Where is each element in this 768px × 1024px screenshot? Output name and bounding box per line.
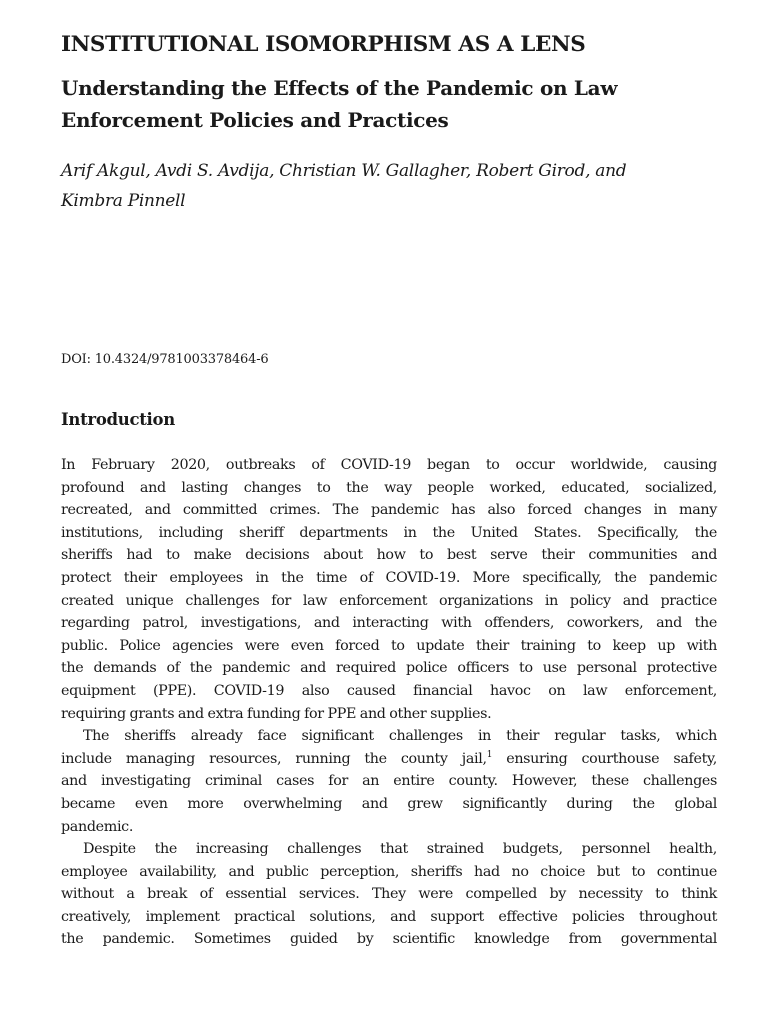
text-line: public. Police agencies were even forced to update their training to keep up with: [61, 637, 717, 654]
author-list: [61, 156, 717, 216]
author-line: Arif Akgul, Avdi S. Avdija, Christian W. Gallagher, Robert Girod, and: [61, 161, 627, 181]
footnote-marker[interactable]: 1: [486, 749, 493, 760]
text-line: The sheriffs already face significant challenges in their regular tasks, which: [83, 728, 717, 745]
section-heading: Introduction: [61, 410, 175, 429]
text-line: employee availability, and public perception, sheriffs had no choice but to continue: [61, 863, 717, 880]
text-line: became even more overwhelming and grew significantly during the global: [61, 795, 717, 812]
text-line: institutions, including sheriff departments in the United States. Specifically, the: [61, 524, 717, 541]
subtitle-line: Enforcement Policies and Practices: [61, 108, 449, 132]
text-line: created unique challenges for law enforcement organizations in policy and practice: [61, 592, 717, 609]
text-line: the demands of the pandemic and required police officers to use personal protective: [61, 660, 717, 677]
page: [61, 30, 717, 948]
paragraph: [61, 725, 717, 838]
chapter-subtitle: [61, 72, 717, 136]
author-line: Kimbra Pinnell: [61, 191, 186, 211]
text-line: Despite the increasing challenges that strained budgets, personnel health,: [83, 841, 717, 858]
chapter-title: INSTITUTIONAL ISOMORPHISM AS A LENS: [61, 32, 586, 57]
paragraph: [61, 454, 717, 725]
text-line: creatively, implement practical solutions, and support effective policies throughout: [61, 908, 717, 925]
paragraph: [61, 838, 717, 951]
text-line: protect their employees in the time of COVID-19. More specifically, the pandemic: [61, 569, 717, 586]
text-line: without a break of essential services. They were compelled by necessity to think: [61, 886, 717, 903]
text-fragment: include managing resources, running the county jail,: [61, 750, 487, 767]
text-line: the pandemic. Sometimes guided by scientific knowledge from governmental: [61, 931, 717, 948]
text-line: equipment (PPE). COVID-19 also caused financial havoc on law enforcement,: [61, 682, 717, 699]
text-line: In February 2020, outbreaks of COVID-19 began to occur worldwide, causing: [61, 457, 717, 473]
doi: DOI: 10.4324/9781003378464-6: [61, 352, 269, 367]
body-text: [61, 454, 717, 951]
text-line: recreated, and committed crimes. The pandemic has also forced changes in many: [61, 502, 717, 519]
text-line: sheriffs had to make decisions about how to best serve their communities and: [61, 547, 717, 564]
subtitle-line: Understanding the Effects of the Pandemic on Law: [61, 76, 618, 100]
text-line: [61, 748, 717, 771]
text-fragment: ensuring courthouse safety,: [492, 750, 717, 767]
text-line: regarding patrol, investigations, and interacting with offenders, coworkers, and the: [61, 615, 717, 632]
text-line: profound and lasting changes to the way people worked, educated, socialized,: [61, 479, 717, 496]
text-line: requiring grants and extra funding for PPE and other supplies.: [61, 705, 492, 722]
text-line: and investigating criminal cases for an entire county. However, these challenges: [61, 773, 717, 790]
text-line: pandemic.: [61, 818, 134, 835]
